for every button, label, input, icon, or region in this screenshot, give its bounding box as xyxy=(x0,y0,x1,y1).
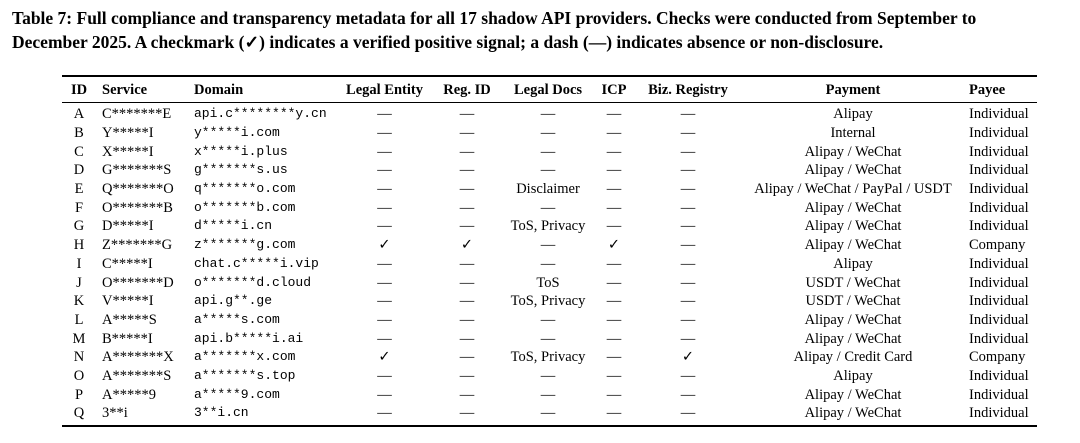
cell-domain: api.g**.ge xyxy=(194,293,273,309)
cell-id: P xyxy=(74,386,84,403)
cell-payment: Alipay / WeChat xyxy=(804,386,902,403)
table-row xyxy=(62,236,1037,255)
table-row xyxy=(62,180,1037,199)
cell-id: I xyxy=(76,255,82,272)
cell-reg-id: — xyxy=(459,293,475,310)
cell-icp: — xyxy=(606,199,622,216)
cell-reg-id: — xyxy=(459,199,475,216)
table-row xyxy=(62,404,1037,423)
cell-reg-id: — xyxy=(459,143,475,160)
cell-icp: — xyxy=(606,181,622,198)
table-row xyxy=(62,273,1037,292)
cell-id: F xyxy=(74,199,84,216)
cell-legal-entity: — xyxy=(377,367,392,384)
cell-legal-docs: — xyxy=(540,367,556,384)
cell-legal-docs: ToS xyxy=(536,274,560,291)
cell-legal-docs: ToS, Privacy xyxy=(510,349,586,366)
table-row xyxy=(62,142,1037,161)
header-service: Service xyxy=(102,81,148,98)
cell-service: A*******X xyxy=(102,349,174,366)
cell-payee: Company xyxy=(969,349,1026,366)
cell-service: A*****9 xyxy=(102,386,156,403)
cell-domain: a*******s.top xyxy=(194,367,296,383)
cell-payment: Alipay / Credit Card xyxy=(793,349,913,366)
cell-legal-entity: — xyxy=(377,143,392,160)
cell-domain: q*******o.com xyxy=(194,181,296,197)
cell-service: C*****I xyxy=(102,255,153,272)
cell-biz-registry: — xyxy=(680,255,696,272)
cell-icp: — xyxy=(606,106,622,123)
cell-domain: g*******s.us xyxy=(194,162,288,178)
cell-id: L xyxy=(74,311,84,328)
cell-domain: d*****i.cn xyxy=(194,218,273,234)
cell-legal-docs: — xyxy=(540,125,556,142)
cell-payee: Individual xyxy=(969,106,1029,123)
cell-id: J xyxy=(76,274,82,291)
cell-legal-docs: — xyxy=(540,237,556,254)
cell-reg-id: — xyxy=(459,125,475,142)
cell-service: 3**i xyxy=(102,405,128,422)
cell-service: O*******B xyxy=(102,199,173,216)
table-header-row xyxy=(62,78,1037,102)
cell-payment: Alipay / WeChat xyxy=(804,311,902,328)
cell-domain: y*****i.com xyxy=(194,125,280,141)
cell-service: B*****I xyxy=(102,330,153,347)
cell-service: Z*******G xyxy=(102,237,173,254)
cell-biz-registry: — xyxy=(680,330,696,347)
table-row xyxy=(62,161,1037,180)
cell-service: Y*****I xyxy=(102,125,154,142)
cell-payment: Alipay / WeChat xyxy=(804,162,902,179)
cell-payee: Individual xyxy=(969,386,1029,403)
header-reg-id: Reg. ID xyxy=(443,81,491,98)
header-legal-docs: Legal Docs xyxy=(513,81,583,98)
table-caption xyxy=(12,6,1080,54)
cell-id: O xyxy=(73,367,85,384)
cell-legal-entity: ✓ xyxy=(378,237,391,254)
cell-icp: — xyxy=(606,386,622,403)
table-row xyxy=(62,329,1037,348)
top-rule xyxy=(62,75,1037,77)
cell-icp: — xyxy=(606,367,622,384)
cell-biz-registry: — xyxy=(680,181,696,198)
cell-biz-registry: — xyxy=(680,274,696,291)
cell-reg-id: — xyxy=(459,311,475,328)
cell-service: G*******S xyxy=(102,162,172,179)
cell-payment: Alipay / WeChat xyxy=(804,199,902,216)
caption-line-2: December 2025. A checkmark (✓) indicates a verified positive signal; a dash (—) indicates absence or non-disclosure. xyxy=(12,32,884,52)
table-row xyxy=(62,198,1037,217)
header-payment: Payment xyxy=(825,81,881,98)
table-row xyxy=(62,255,1037,274)
cell-domain: a*******x.com xyxy=(194,349,296,365)
cell-biz-registry: — xyxy=(680,311,696,328)
cell-service: Q*******O xyxy=(102,181,174,198)
cell-payment: Alipay / WeChat xyxy=(804,143,902,160)
cell-domain: api.b*****i.ai xyxy=(194,330,304,346)
cell-icp: — xyxy=(606,218,622,235)
cell-id: K xyxy=(73,293,85,310)
cell-payment: Alipay / WeChat xyxy=(804,405,902,422)
cell-payee: Individual xyxy=(969,218,1029,235)
cell-legal-entity: — xyxy=(377,181,392,198)
cell-legal-docs: — xyxy=(540,162,556,179)
cell-legal-entity: — xyxy=(377,106,392,123)
cell-legal-entity: — xyxy=(377,199,392,216)
cell-legal-docs: — xyxy=(540,311,556,328)
cell-payee: Individual xyxy=(969,405,1029,422)
cell-service: A*****S xyxy=(102,311,157,328)
cell-icp: — xyxy=(606,311,622,328)
table-row xyxy=(62,102,1037,124)
cell-icp: — xyxy=(606,162,622,179)
cell-service: A*******S xyxy=(102,367,172,384)
table-row xyxy=(62,348,1037,367)
table-body xyxy=(62,102,1037,423)
table-row xyxy=(62,217,1037,236)
cell-legal-entity: — xyxy=(377,293,392,310)
cell-legal-docs: ToS, Privacy xyxy=(510,218,586,235)
cell-service: D*****I xyxy=(102,218,154,235)
cell-payment: Internal xyxy=(830,125,876,142)
cell-reg-id: — xyxy=(459,218,475,235)
cell-biz-registry: — xyxy=(680,125,696,142)
cell-biz-registry: — xyxy=(680,405,696,422)
cell-domain: o*******b.com xyxy=(194,199,296,215)
cell-icp: — xyxy=(606,330,622,347)
cell-payment: USDT / WeChat xyxy=(805,293,901,310)
cell-biz-registry: — xyxy=(680,237,696,254)
cell-reg-id: — xyxy=(459,106,475,123)
cell-id: N xyxy=(73,349,85,366)
cell-reg-id: — xyxy=(459,349,475,366)
cell-payee: Individual xyxy=(969,162,1029,179)
cell-legal-entity: — xyxy=(377,125,392,142)
cell-biz-registry: — xyxy=(680,367,696,384)
cell-legal-docs: — xyxy=(540,143,556,160)
cell-payment: Alipay / WeChat xyxy=(804,218,902,235)
header-biz-registry: Biz. Registry xyxy=(648,81,728,98)
cell-biz-registry: — xyxy=(680,293,696,310)
cell-payee: Individual xyxy=(969,293,1029,310)
cell-id: C xyxy=(74,143,84,160)
cell-legal-docs: — xyxy=(540,106,556,123)
table-row xyxy=(62,311,1037,330)
table-row xyxy=(62,124,1037,143)
cell-service: C*******E xyxy=(102,106,172,123)
cell-icp: — xyxy=(606,349,622,366)
cell-biz-registry: — xyxy=(680,386,696,403)
cell-payee: Individual xyxy=(969,181,1029,198)
cell-id: E xyxy=(74,181,84,198)
cell-domain: 3**i.cn xyxy=(194,405,249,421)
cell-reg-id: — xyxy=(459,386,475,403)
compliance-table xyxy=(62,78,1037,423)
cell-payee: Individual xyxy=(969,125,1029,142)
cell-payee: Individual xyxy=(969,311,1029,328)
cell-payee: Individual xyxy=(969,330,1029,347)
header-icp: ICP xyxy=(601,81,627,98)
cell-payment: Alipay xyxy=(833,255,873,272)
cell-biz-registry: — xyxy=(680,218,696,235)
cell-domain: x*****i.plus xyxy=(194,143,288,159)
cell-legal-docs: — xyxy=(540,255,556,272)
cell-service: V*****I xyxy=(102,293,154,310)
cell-legal-entity: — xyxy=(377,405,392,422)
cell-legal-docs: — xyxy=(540,405,556,422)
cell-legal-docs: ToS, Privacy xyxy=(510,293,586,310)
cell-id: M xyxy=(72,330,86,347)
cell-biz-registry: — xyxy=(680,106,696,123)
cell-reg-id: — xyxy=(459,181,475,198)
cell-id: A xyxy=(73,106,85,123)
cell-icp: — xyxy=(606,125,622,142)
cell-reg-id: — xyxy=(459,367,475,384)
cell-reg-id: — xyxy=(459,405,475,422)
cell-legal-entity: — xyxy=(377,218,392,235)
cell-reg-id: — xyxy=(459,274,475,291)
header-payee: Payee xyxy=(969,81,1006,98)
cell-payee: Individual xyxy=(969,199,1029,216)
cell-id: G xyxy=(73,218,85,235)
cell-payment: Alipay / WeChat xyxy=(804,330,902,347)
cell-payment: Alipay / WeChat xyxy=(804,237,902,254)
cell-domain: o*******d.cloud xyxy=(194,274,312,290)
cell-domain: z*******g.com xyxy=(194,237,296,253)
cell-biz-registry: — xyxy=(680,162,696,179)
caption-line-1: Table 7: Full compliance and transparency metadata for all 17 shadow API providers. Checks were conducted from September to xyxy=(12,8,977,28)
cell-reg-id: — xyxy=(459,255,475,272)
cell-domain: api.c********y.cn xyxy=(194,106,327,122)
cell-biz-registry: ✓ xyxy=(681,349,695,366)
cell-legal-entity: ✓ xyxy=(378,349,391,366)
table-row xyxy=(62,367,1037,386)
cell-icp: ✓ xyxy=(607,237,621,254)
cell-id: Q xyxy=(73,405,85,422)
cell-legal-entity: — xyxy=(377,274,392,291)
table-row xyxy=(62,292,1037,311)
cell-payee: Individual xyxy=(969,143,1029,160)
cell-icp: — xyxy=(606,255,622,272)
cell-biz-registry: — xyxy=(680,143,696,160)
header-legal-entity: Legal Entity xyxy=(346,81,423,98)
cell-payee: Company xyxy=(969,237,1026,254)
cell-payment: Alipay xyxy=(833,106,873,123)
cell-legal-entity: — xyxy=(377,386,392,403)
cell-payee: Individual xyxy=(969,367,1029,384)
cell-reg-id: ✓ xyxy=(460,237,474,254)
cell-payee: Individual xyxy=(969,255,1029,272)
cell-icp: — xyxy=(606,274,622,291)
cell-payment: Alipay / WeChat / PayPal / USDT xyxy=(754,181,952,198)
cell-service: X*****I xyxy=(102,143,154,160)
header-domain: Domain xyxy=(194,81,244,98)
cell-reg-id: — xyxy=(459,162,475,179)
cell-icp: — xyxy=(606,143,622,160)
cell-id: H xyxy=(73,237,85,254)
cell-legal-entity: — xyxy=(377,255,392,272)
cell-payment: USDT / WeChat xyxy=(805,274,901,291)
cell-legal-entity: — xyxy=(377,162,392,179)
cell-payment: Alipay xyxy=(833,367,873,384)
cell-legal-docs: — xyxy=(540,330,556,347)
table-row xyxy=(62,385,1037,404)
cell-biz-registry: — xyxy=(680,199,696,216)
cell-service: O*******D xyxy=(102,274,174,291)
cell-icp: — xyxy=(606,293,622,310)
cell-legal-docs: — xyxy=(540,386,556,403)
cell-id: B xyxy=(74,125,84,142)
cell-domain: a*****s.com xyxy=(194,311,280,327)
bottom-rule xyxy=(62,425,1037,427)
cell-domain: a*****9.com xyxy=(194,386,280,402)
cell-domain: chat.c*****i.vip xyxy=(194,255,319,271)
cell-payee: Individual xyxy=(969,274,1029,291)
header-id: ID xyxy=(70,81,88,98)
cell-legal-entity: — xyxy=(377,330,392,347)
cell-icp: — xyxy=(606,405,622,422)
cell-legal-entity: — xyxy=(377,311,392,328)
cell-id: D xyxy=(73,162,85,179)
cell-legal-docs: — xyxy=(540,199,556,216)
cell-reg-id: — xyxy=(459,330,475,347)
cell-legal-docs: Disclaimer xyxy=(516,181,580,198)
